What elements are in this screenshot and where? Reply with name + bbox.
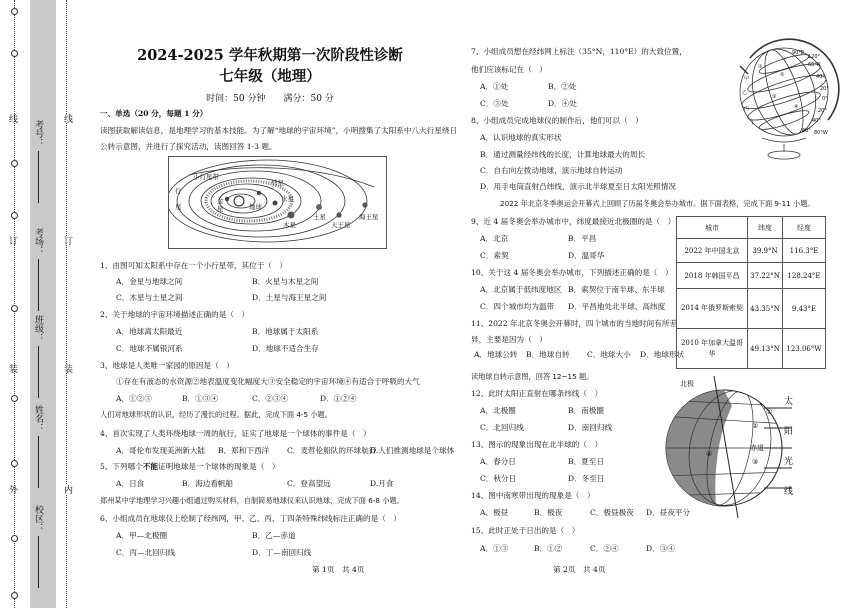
q11-option-b[interactable]: B．地球自转 [526,350,570,359]
q8-option-a[interactable]: A．认识地球的真实形状 [480,133,562,142]
svg-text:40°: 40° [812,118,821,124]
q15-option-c[interactable]: C．②④ [590,544,619,553]
q15-option-d[interactable]: D．③④ [646,544,675,553]
table-header-row [677,217,826,239]
binding-strip [0,0,56,608]
olympic-cities-table [676,216,826,369]
q13-option-b[interactable]: B．夏至日 [568,457,604,466]
q4-option-c[interactable]: C．麦哲伦船队的环球航行 [287,446,377,455]
q12-option-c[interactable]: C．北回归线 [480,423,524,432]
q5-option-c[interactable]: C．登高望远 [287,479,331,488]
svg-text:60°: 60° [802,128,811,134]
question-5: 5、下列哪个不能证明地球是一个球体的现象是（ ） [100,462,280,471]
label-mercury: 水星 [281,195,294,203]
table-row: 2010 年加拿大温哥华 49.13°N 123.06°W [677,329,826,369]
inner-mark: 内 [62,485,72,494]
q7-option-b[interactable]: B．②处 [548,82,577,91]
page-title: 2024-2025 学年秋期第一次阶段性诊断 [137,47,403,64]
question-9: 9、近 4 届冬奥会举办城市中，纬度最接近北极圈的是（ ） [471,217,676,226]
q2-option-d[interactable]: D．地球不适合生存 [252,344,319,353]
q12-option-d[interactable]: D．南回归线 [568,423,613,432]
sunlight-char: 光 [784,457,794,467]
intro-9-11: 2022 年北京冬季奥运会开幕式上回顾了历届冬奥会举办城市。据下面表格，完成下面 9-11 小题。 [500,199,815,208]
q10-option-c[interactable]: C．四个城市均为温带 [480,302,555,311]
q5-option-b[interactable]: B．海边看帆船 [182,479,234,488]
q15-option-b[interactable]: B．①② [534,544,563,553]
table-header: 经度 [783,217,826,239]
q3-option-d[interactable]: D．①②④ [320,394,357,403]
svg-text:④: ④ [706,450,713,458]
sunlight-char: 阳 [784,427,794,437]
question-14: 14、图中南寒带出现的现象是（ ） [471,491,595,500]
q1-option-d[interactable]: D．土星与海王星之间 [252,293,327,302]
emphasis-not: 不能 [142,462,158,471]
svg-text:乙: 乙 [742,90,748,96]
hole-marker [11,592,18,599]
label-saturn: 土星 [313,213,326,221]
q15-option-a[interactable]: A．①③ [480,544,509,553]
q11-option-c[interactable]: C．地球大小 [587,350,631,359]
hole-marker [11,160,18,167]
q10-option-d[interactable]: D．平昌地处北半球、高纬度 [568,302,666,311]
q9-option-d[interactable]: D．温哥华 [568,251,605,260]
q13-option-a[interactable]: A．春分日 [480,457,516,466]
q13-option-d[interactable]: D．冬至日 [568,474,605,483]
question-11: 11、2022 年北京冬奥会开幕时，四个城市的当地时间有所差 [471,319,678,328]
outer-cut-line [14,0,15,608]
question-12: 12、此时太阳正直射在哪条纬线（ ） [471,389,603,398]
question-4: 4、首次实现了人类环绕地球一周的航行，证实了地球是一个球体的事件是（ ） [100,429,371,438]
svg-text:③: ③ [752,458,759,466]
outer-mark: 装 [7,364,17,373]
intro-6-8: 郑州某中学地理学习兴趣小组通过购买材料，自制简易地球仪来认识地球，完成下面 6-8 小题。 [100,496,404,505]
q5-option-d[interactable]: D.月食 [370,479,394,488]
svg-text:①: ① [766,408,773,416]
earth-rotation-diagram [660,372,800,520]
inner-mark: 装 [62,364,72,373]
hole-marker [11,212,18,219]
table-header: 城市 [677,217,748,239]
svg-text:③: ③ [772,94,777,100]
question-2: 2、关于地球的宇宙环境描述正确的是（ ） [100,310,250,319]
exam-number-field[interactable]: 考号： [32,120,45,203]
intro-12-15: 读地球自转示意图，回答 12~15 题。 [471,372,594,381]
svg-text:丙: 丙 [744,106,750,112]
q2-option-b[interactable]: B．地球属于太阳系 [252,327,319,336]
q4-option-a[interactable]: A．哥伦布发现美洲新大陆 [116,446,206,455]
q3-statements: ①存在有液态的水资源②地表温度变化幅度大③安全稳定的宇宙环境④有适合于呼吸的大气 [116,377,420,386]
section-heading: 一、单选（20 分，每题 1 分） [100,109,208,118]
exam-room-field[interactable]: 考场： [32,228,45,311]
svg-text:②: ② [752,422,759,430]
q10-option-a[interactable]: A．北京属于低纬度地区 [480,285,562,294]
sunlight-char: 线 [784,487,794,497]
intro-text: 公转示意图，并进行了探究活动，读图回答 1-3 题。 [100,142,277,151]
label-uranus: 天王星 [331,221,351,229]
question-3: 3、地球是人类唯一家园的原因是（ ） [100,361,234,370]
question-7-line2: 他们应该标记在（ ） [471,65,547,74]
label-jupiter: 木星 [283,221,296,229]
svg-text:①: ① [758,64,763,70]
q1-option-b[interactable]: B．火星与木星之间 [252,277,319,286]
label-planet-a: 行 [175,187,182,195]
label-neptune: 海王星 [359,213,379,221]
q3-option-c[interactable]: C．②③④ [252,394,289,403]
q14-option-c[interactable]: C．极昼极夜 [590,508,634,517]
class-field[interactable]: 班级： [32,315,45,398]
q12-option-a[interactable]: A．北极圈 [480,406,516,415]
q10-option-b[interactable]: B．索契位于南半球、东半球 [568,285,665,294]
q6-option-a[interactable]: A．甲—北极圈 [116,531,168,540]
exam-meta: 时间：50 分钟 满分：50 分 [206,94,334,104]
campus-field[interactable]: 校区： [32,505,45,588]
page-footer-right: 第 2页 共 4页 [553,565,606,574]
table-row: 2014 年俄罗斯索契 43.35°N 9.43°E [677,289,826,329]
q14-option-b[interactable]: B．极夜 [534,508,563,517]
table-row: 2018 年韩国平昌 37.22°N 128.24°E [677,263,826,289]
svg-text:0°: 0° [822,96,828,102]
page-footer-left: 第 1页 共 4页 [312,565,365,574]
svg-text:20°: 20° [820,86,829,92]
question-6: 6、小组成员在地球仪上绘制了经纬网，甲、乙、丙、丁四条特殊纬线标注正确的是（ ） [100,514,401,523]
q6-option-d[interactable]: D．丁—南回归线 [252,548,312,557]
q6-option-c[interactable]: C．丙—北回归线 [116,548,175,557]
q9-option-c[interactable]: C．索契 [480,251,509,260]
svg-text:40°: 40° [816,74,825,80]
label-venus-b: 星 [217,205,224,213]
name-field[interactable]: 姓名： [32,405,45,488]
inner-mark: 线 [62,114,72,123]
q2-option-a[interactable]: A．地球离太阳最近 [116,327,183,336]
label-earth: 地球 [249,203,262,211]
globe-graticule-figure [728,38,840,162]
q3-option-b[interactable]: B．①③④ [182,394,218,403]
q5-option-a[interactable]: A．日食 [116,479,145,488]
svg-text:90°E: 90°E [792,50,805,56]
q6-option-b[interactable]: B．乙—赤道 [252,531,296,540]
hole-marker [11,50,18,57]
svg-text:80°W: 80°W [814,130,828,136]
question-15: 15、此时正处于日出的是（ ） [471,526,580,535]
q4-option-d[interactable]: D.人们推测地球是个球体 [370,446,455,455]
q3-option-a[interactable]: A．①②③ [116,394,152,403]
question-13: 13、图示的现象出现在北半球的（ ） [471,440,603,449]
q2-option-c[interactable]: C．地球不属银河系 [116,344,183,353]
q13-option-c[interactable]: C．秋分日 [480,474,517,483]
hole-marker [11,535,18,542]
q12-option-b[interactable]: B．南极圈 [568,406,604,415]
q7-option-a[interactable]: A．①处 [480,82,509,91]
sunlight-char: 太 [784,397,794,407]
label-asteroid-belt: 小行星带 [193,173,219,181]
q14-option-d[interactable]: D．昼夜平分 [646,508,691,517]
q14-option-a[interactable]: A．极昼 [480,508,509,517]
svg-text:20°: 20° [818,108,827,114]
question-7: 7、小组成员想在经纬网上标注（35°N，110°E）的大致位置， [471,47,687,56]
hole-marker [11,395,18,402]
q8-option-d[interactable]: D．用手电筒直射凸纬线，演示北半球夏至日太阳光照情况 [480,182,676,191]
inner-dotted-line [66,0,67,608]
q7-option-d[interactable]: D．④处 [548,99,577,108]
q11-option-a[interactable]: A．地球公转 [474,350,518,359]
question-11-line2: 异，主要是因为（ ） [471,335,547,344]
q1-option-c[interactable]: C．木星与土星之间 [116,293,183,302]
q9-option-a[interactable]: A．北京 [480,234,509,243]
outer-mark: 订 [7,236,17,245]
svg-text:120°: 120° [808,54,821,60]
svg-text:②: ② [780,72,785,78]
inner-mark: 订 [62,236,72,245]
svg-text:赤道: 赤道 [750,444,764,452]
hole-marker [11,305,18,312]
svg-text:④: ④ [794,104,799,110]
label-planet-b: 星 [175,203,182,211]
outer-mark: 外 [7,485,17,494]
solar-system-diagram [168,156,387,249]
label-venus-a: 金 [217,197,224,205]
label-comet: 彗星 [271,179,284,187]
question-10: 10、关于这 4 届冬奥会举办城市，下列描述正确的是（ ） [471,268,673,277]
svg-text:60°N: 60°N [808,62,821,68]
q11-option-d[interactable]: D．地球形状 [640,350,685,359]
q4-option-b[interactable]: B．郑和下西洋 [218,446,270,455]
hole-marker [11,460,18,467]
hole-marker [11,8,18,15]
outer-mark: 线 [7,114,17,123]
question-1: 1、由图可知太阳系中存在一个小行星带，其位于（ ） [100,261,288,270]
svg-text:丁: 丁 [750,120,756,126]
q7-option-c[interactable]: C．③处 [480,99,509,108]
intro-4-5: 人们对地球形状的认识，经历了漫长的过程。据此，完成下面 4-5 小题。 [100,410,332,419]
question-8: 8、小组成员完成地球仪的制作后，他们可以（ ） [471,116,643,125]
q9-option-b[interactable]: B．平昌 [568,234,597,243]
intro-text: 读图获取解读信息，是地理学习的基本技能。为了解“地球的宇宙环境”，小明搜集了太阳系中八大行星绕日 [100,126,458,135]
svg-text:北极: 北极 [680,380,694,388]
q1-option-a[interactable]: A．金星与地球之间 [116,277,183,286]
page-subtitle: 七年级（地理） [219,68,321,85]
table-row: 2022 年中国北京 39.9°N 116.3°E [677,239,826,263]
q8-option-c[interactable]: C．自右向左拨动地球，演示地球自转运动 [480,166,623,175]
q8-option-b[interactable]: B．通过测量经纬线的长度，计算地球最大的周长 [480,150,646,159]
svg-text:甲: 甲 [744,76,750,82]
table-header: 纬度 [748,217,783,239]
